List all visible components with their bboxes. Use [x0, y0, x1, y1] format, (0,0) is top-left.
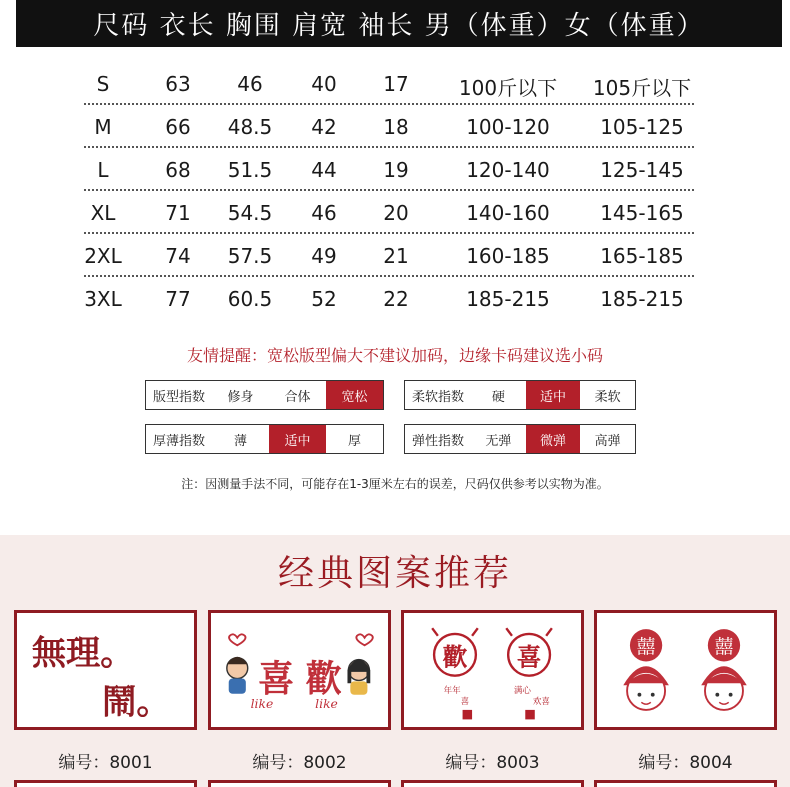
shoulder-cell: 52 [311, 287, 337, 311]
pattern-section-title: 经典图案推荐 [277, 553, 512, 594]
art-small-text-4: 欢喜 [532, 697, 550, 708]
chest-cell: 60.5 [227, 287, 273, 311]
length-cell: 71 [165, 201, 191, 225]
thickness-option-medium: 适中 [269, 425, 326, 453]
left-girl-figure-icon [623, 629, 669, 710]
pattern-artwork-8003 [404, 613, 581, 727]
sleeve-cell: 17 [383, 72, 409, 96]
table-row [84, 62, 694, 105]
shoulder-cell: 42 [311, 115, 337, 139]
pattern-card-8003[interactable] [401, 610, 584, 730]
table-row [84, 277, 694, 320]
female-weight-cell: 145-165 [600, 201, 684, 225]
thickness-option-thick: 厚 [347, 433, 361, 449]
pattern-code: 编号：8003 [445, 753, 540, 773]
elasticity-option-slight: 微弹 [526, 425, 581, 453]
fit-option-slim: 修身 [227, 389, 254, 405]
art-small-text-3: 满心 [513, 685, 531, 696]
pattern-artwork-8002 [211, 613, 388, 727]
pattern-card-partial [401, 780, 584, 787]
female-weight-cell: 165-185 [600, 244, 684, 268]
elasticity-index-label: 弹性指数 [411, 433, 464, 449]
male-weight-cell: 185-215 [466, 287, 550, 311]
measurement-note: 注：因测量手法不同，可能存在1-3厘米左右的误差，尺码仅供参考以实物为准。 [181, 477, 609, 491]
chest-cell: 54.5 [227, 201, 273, 225]
shoulder-cell: 49 [311, 244, 337, 268]
sleeve-cell: 20 [383, 201, 409, 225]
seal-stamp-icon [525, 710, 535, 720]
size-cell: M [94, 115, 112, 139]
art-word-like-2: like [315, 697, 338, 711]
header-title: 尺码 衣长 胸围 肩宽 袖长 男（体重）女（体重） [93, 11, 705, 41]
thickness-option-thin: 薄 [233, 433, 247, 449]
thickness-index-label: 厚薄指数 [152, 433, 205, 449]
girl-figure-icon [347, 660, 370, 695]
boy-figure-icon [227, 657, 248, 694]
heart-icon [229, 634, 373, 645]
friendly-reminder: 友情提醒：宽松版型偏大不建议加码，边缘卡码建议选小码 [186, 346, 603, 365]
size-table [84, 62, 694, 320]
elasticity-option-high: 高弹 [594, 433, 621, 449]
pattern-code: 编号：8004 [638, 753, 733, 773]
chest-cell: 57.5 [227, 244, 273, 268]
art-text-line-2: 鬧。 [102, 682, 171, 723]
softness-index-label: 柔软指数 [411, 389, 464, 405]
art-text-shuangxi-1: 囍 [636, 635, 656, 658]
pattern-code: 编号：8002 [252, 753, 347, 773]
shoulder-cell: 40 [311, 72, 337, 96]
length-cell: 74 [165, 244, 191, 268]
art-text-shuangxi-2: 囍 [714, 635, 734, 658]
softness-option-hard: 硬 [491, 389, 505, 405]
art-small-text-1: 年年 [443, 685, 461, 696]
female-weight-cell: 185-215 [600, 287, 684, 311]
size-cell: 2XL [84, 244, 122, 268]
softness-index [404, 380, 636, 410]
right-girl-figure-icon [701, 629, 747, 710]
size-cell: XL [90, 201, 116, 225]
softness-option-medium: 适中 [526, 381, 581, 409]
art-small-text-2: 喜 [460, 697, 470, 708]
pattern-card-8001[interactable] [14, 610, 197, 730]
art-text-xi: 喜 [258, 656, 295, 700]
pattern-code: 编号：8001 [58, 753, 153, 773]
softness-option-soft: 柔软 [594, 389, 621, 405]
sleeve-cell: 21 [383, 244, 409, 268]
pattern-artwork-8001 [17, 613, 194, 727]
length-cell: 66 [165, 115, 191, 139]
elasticity-index [404, 424, 636, 454]
male-weight-cell: 140-160 [466, 201, 550, 225]
fit-index-label: 版型指数 [152, 389, 205, 405]
art-text-huan: 歡 [442, 642, 468, 672]
size-cell: S [96, 72, 110, 96]
art-text-huan: 歡 [305, 656, 342, 700]
female-weight-cell: 105-125 [600, 115, 684, 139]
fit-option-regular: 合体 [284, 389, 311, 405]
pattern-card-8002[interactable] [208, 610, 391, 730]
pattern-artwork-8004 [597, 613, 774, 727]
pattern-card-partial [594, 780, 777, 787]
male-weight-cell: 100-120 [466, 115, 550, 139]
table-row [84, 148, 694, 191]
chest-cell: 51.5 [227, 158, 273, 182]
table-row [84, 234, 694, 277]
size-cell: 3XL [84, 287, 122, 311]
pattern-card-8004[interactable] [594, 610, 777, 730]
male-weight-cell: 100斤以下 [458, 76, 558, 100]
fit-index [145, 380, 384, 410]
pattern-card-partial [208, 780, 391, 787]
pattern-card-partial [14, 780, 197, 787]
sleeve-cell: 18 [383, 115, 409, 139]
length-cell: 68 [165, 158, 191, 182]
thickness-index [145, 424, 384, 454]
table-row [84, 191, 694, 234]
art-text-line-1: 無理。 [31, 633, 135, 674]
art-text-xi: 喜 [516, 642, 542, 672]
length-cell: 63 [165, 72, 191, 96]
length-cell: 77 [165, 287, 191, 311]
sleeve-cell: 22 [383, 287, 409, 311]
fit-option-loose: 宽松 [326, 381, 383, 409]
table-row [84, 105, 694, 148]
size-cell: L [97, 158, 109, 182]
shoulder-cell: 46 [311, 201, 337, 225]
sleeve-cell: 19 [383, 158, 409, 182]
seal-stamp-icon [463, 710, 473, 720]
male-weight-cell: 160-185 [466, 244, 550, 268]
chest-cell: 46 [237, 72, 263, 96]
female-weight-cell: 125-145 [600, 158, 684, 182]
elasticity-option-none: 无弹 [485, 433, 512, 449]
chest-cell: 48.5 [227, 115, 273, 139]
size-chart-header [16, 0, 782, 47]
art-word-like-1: like [250, 697, 274, 711]
shoulder-cell: 44 [311, 158, 337, 182]
male-weight-cell: 120-140 [466, 158, 550, 182]
female-weight-cell: 105斤以下 [592, 76, 692, 100]
